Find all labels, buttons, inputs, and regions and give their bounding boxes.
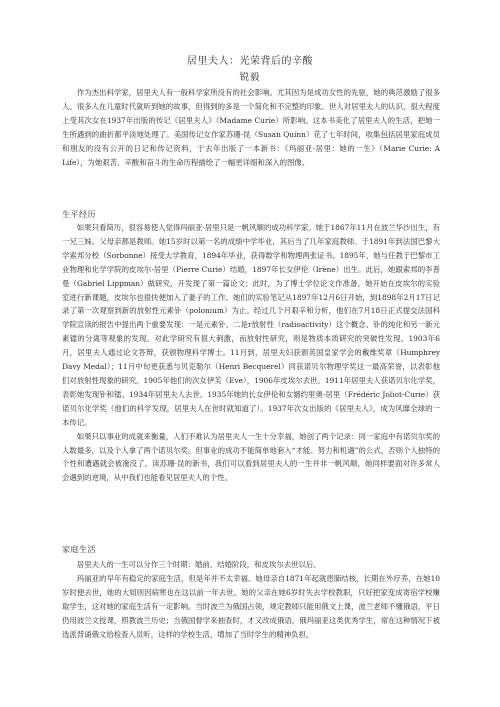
section-heading-family-life: 家庭生活	[62, 545, 96, 554]
section-heading-biography: 生平经历	[62, 210, 96, 219]
document-title: 居里夫人：光荣背后的辛酸	[187, 56, 313, 67]
author-name: 锐毅	[239, 72, 261, 83]
paragraph: 如果只看简历，很容易使人觉得玛丽亚·居里只是一帆风顺的成功科学家。她于1867年11月在波兰华沙出生，有一兄三姊。父母亲都是教师。她15岁时以第一名的成绩中学毕业，其后当了几年家庭教师。于1891年到法国巴黎大学索邦分校（Sorbonne）接受大学教育，1894年毕业，获得数学和物理两张证书。1895年，她与任教于巴黎市工业物理和化学学院的皮埃尔·居里（Pierre Curie）结婚，1897年长女伊伦（Irène）出生。此后，她跟索邦的李普曼（Gabriel Lippman）做研究，开发现了第一篇论文；此时，为了博士学位论文作准备，她开始在皮埃尔的实验室进行新课题，皮埃尔也很快便加入了妻子的工作。她们的实验笔记从1897年12月6日开始，到1898年2月17日记录了第一次观察到新的放射性元素钋（polonium）为止。经过几个月艰辛和分析，他们在7月18日正式提交法国科学院宣读的报告中提出两个重要发现：一是元素钋、二是r放射性（radioactivity）这个概念、钋的纯化和另一新元素镭的分离等观象的发现。对此学研究有很大刺激，而放射性研究，则是物质本质研究的突破性发现。1903年6月，居里夫人通过论文答辩，获颁物理科学博士。11月到，居里夫妇获颁英国皇家学会的戴维奖章（Humphrey Davy Medal）；11月中旬更获悉与贝克勒尔（Henri Becquerel）同获诺贝尔物理学奖这一最高荣誉，以表彰他们对放射性现象的研究。1905年他们的次女伊芙（Eve），1906年皮埃尔去世。1911年居里夫人获诺贝尔化学奖，表彰她发现钋和镭。1934年居里夫人去世。1935年她的长女伊伦和女婿约里奥-居里（Frédéric Joliot-Curie）获诺贝尔化学奖（他们的科学发现，居里夫人在世时就知道了）。1937年次女出版的《居里夫人》，成为风靡全球的一本传记。	[62, 223, 440, 427]
paragraph: 玛丽亚的早年有稳定的家庭生活，但是年并不太幸福。她母亲自1871年起就患肺结核，长期在外疗养，在她10岁时便去世，她的大姐则因病寒也在这以前一年去世。她的父亲在她6岁时失去学校教职，只好把家变成寄宿学校赚取学生，这对她的家庭生活有一定影响。当时波兰为俄国占领，规定教师只能用俄文上课，波兰老师不懂俄语，平日仍用波兰文授课，照教波兰历史；当俄国督学来抽查时，才又改成俄语。俄玛丽亚这类优秀学生，常在这种情况下被选派背诵俄文给检查人员听，这样的学校生活，增加了当时学生的精神负担。	[62, 573, 440, 639]
intro-block	[62, 86, 440, 169]
intro-paragraph: 作为杰出科学家，居里夫人有一般科学家所没有的社会影响。尤其因为是成功女性的先驱，她的典范激励了很多人。很多人在儿童时代就听到她的故事，但得到的多是一个简化和不完整的印象。世人对居里夫人的认识，很大程度上受其次女在1937年出版的传记《居里夫人》（Madame Curie）所影响。这本书美化了居里夫人的生活，把她一生所遇到的曲折都平淡地处理了。美国传记女作家苏珊·昆（Susan Quinn）花了七年时间，收集包括居里家庭成员和朋友的没有公开的日记和传记资料，于去年出版了一本新书：《玛丽亚·居里：她的一生》（Marie Curie: A Life），为她艰苦、辛酸和奋斗的生命历程描绘了一幅更详细和深入的图像。	[62, 88, 440, 167]
biography-section-body	[62, 221, 440, 485]
paragraph: 居里夫人的一生可以分作三个时期：婚前、结婚阶段，和皮埃尔去世以后。	[76, 560, 321, 569]
family-life-section-body	[62, 558, 440, 641]
paragraph: 如果只以事业的成就来衡量，人们不难认为居里夫人一生十分幸福，她创了两个记录：同一家庭中有诺贝尔奖的人数最多，以及个人拿了两个诺贝尔奖。但事业的成功不能简单地套入“才能、努力和机遇”的公式，否则个人独特的个性和遭遇就会被淹没了。读苏珊·昆的新书，我们可以看到居里夫人的一生并非一帆风顺，她同样要面对许多常人会遇到的逆境，从中我们也能看见居里夫人的个性。	[62, 431, 440, 483]
